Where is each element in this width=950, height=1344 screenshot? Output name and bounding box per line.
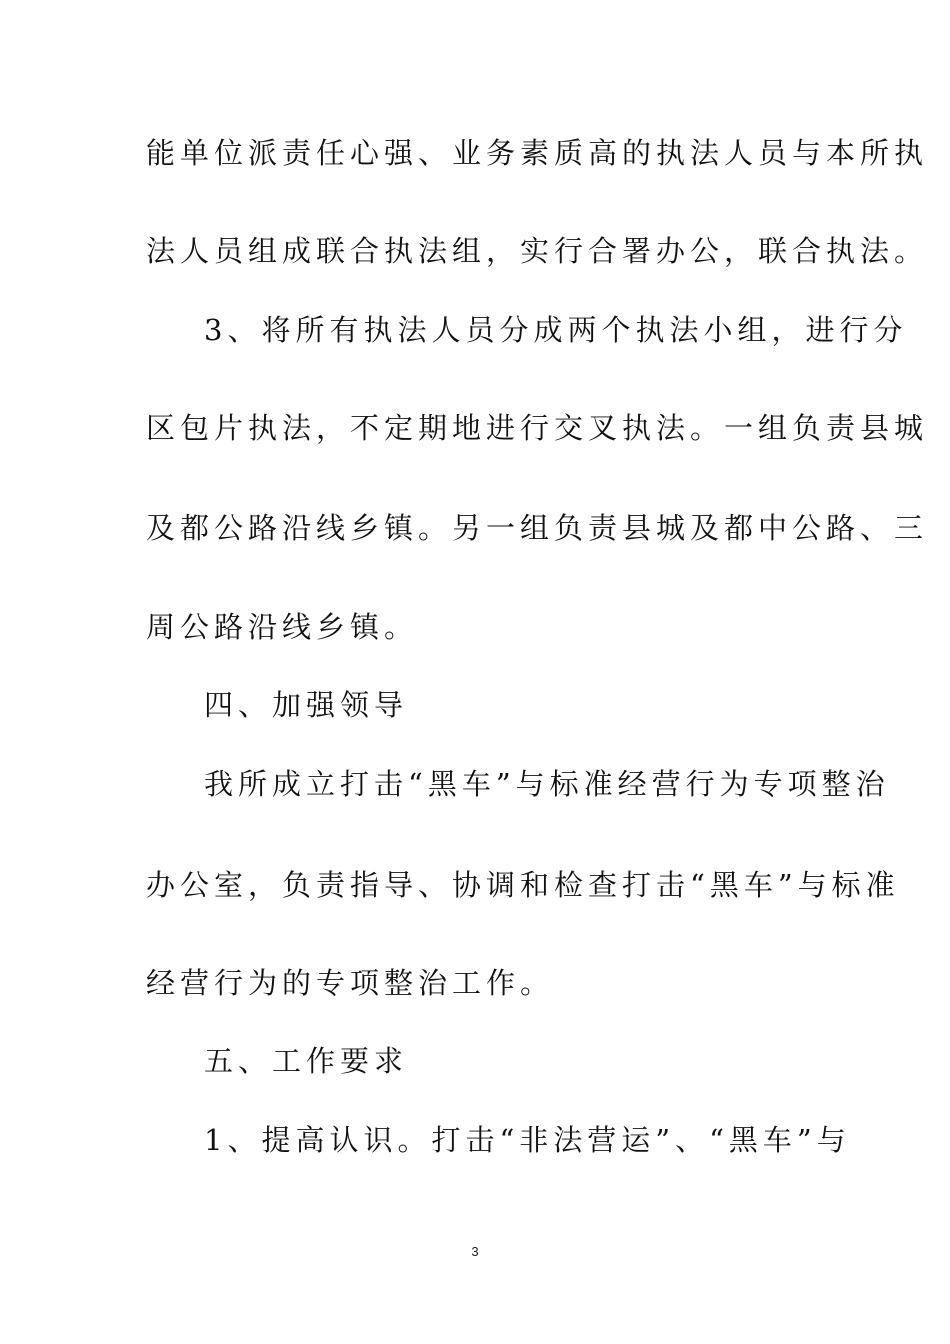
body-line-2: 法人员组成联合执法组，实行合署办公，联合执法。 xyxy=(146,234,929,268)
page-number: 3 xyxy=(471,1244,479,1259)
section-heading-4: 四、加强领导 xyxy=(204,688,409,722)
body-line-9: 经营行为的专项整治工作。 xyxy=(146,966,555,1000)
body-line-5: 及都公路沿线乡镇。另一组负责县城及都中公路、三 xyxy=(146,511,929,545)
body-line-4: 区包片执法，不定期地进行交叉执法。一组负责县城 xyxy=(146,411,929,445)
body-line-10: 1、提高认识。打击“非法营运”、“黑车”与 xyxy=(204,1123,851,1157)
body-line-1: 能单位派责任心强、业务素质高的执法人员与本所执 xyxy=(146,136,929,170)
body-line-3: 3、将所有执法人员分成两个执法小组，进行分 xyxy=(204,313,908,347)
body-line-8: 办公室，负责指导、协调和检查打击“黑车”与标准 xyxy=(146,868,900,902)
body-line-7: 我所成立打击“黑车”与标准经营行为专项整治 xyxy=(204,767,890,801)
body-line-6: 周公路沿线乡镇。 xyxy=(146,610,419,644)
section-heading-5: 五、工作要求 xyxy=(204,1044,409,1078)
